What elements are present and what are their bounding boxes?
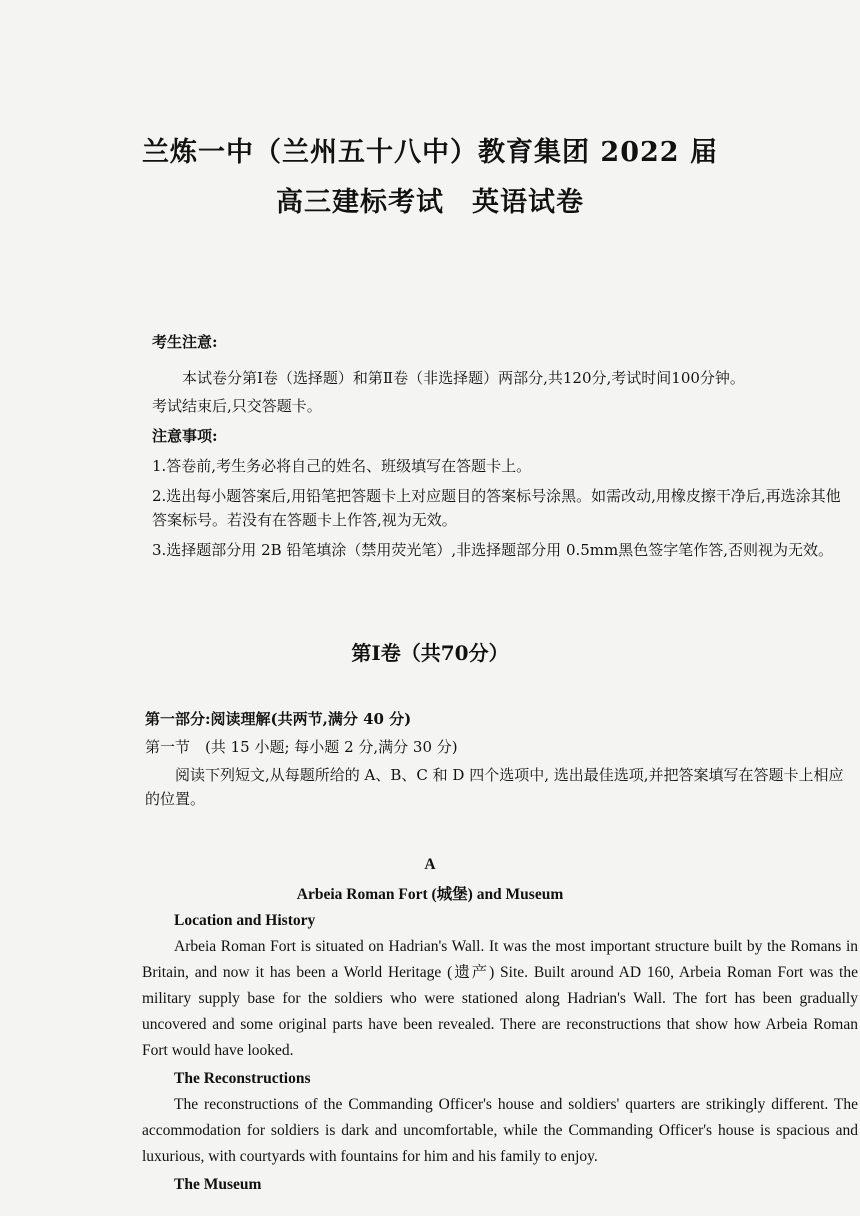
passage-title: Arbeia Roman Fort (城堡) and Museum bbox=[296, 886, 564, 903]
section-heading: 第一节 (共 15 小题; 每小题 2 分,满分 30 分) bbox=[145, 738, 458, 756]
volume-title: 第Ⅰ卷（共70分） bbox=[351, 641, 509, 665]
exam-subtitle: 高三建标考试 英语试卷 bbox=[276, 187, 584, 218]
reading-instruction: 阅读下列短文,从每题所给的 A、B、C 和 D 四个选项中, 选出最佳选项,并把答案填写在答题卡上相应的位置。 bbox=[145, 766, 844, 808]
notice-para-2: 考试结束后,只交答题卡。 bbox=[152, 397, 322, 415]
part-heading: 第一部分:阅读理解(共两节,满分 40 分) bbox=[145, 710, 412, 728]
passage-letter: A bbox=[424, 856, 436, 873]
section-paragraph: The reconstructions of the Commanding Officer's house and soldiers' quarters are strikingly different. The accommodation for soldiers is dark and uncomfortable, while the Commanding Officer's house is spacious and luxurious, with courtyards with fountains for him and his family to enjoy. bbox=[142, 1096, 858, 1165]
reading-instructions bbox=[145, 707, 857, 811]
section-paragraph: Arbeia Roman Fort is situated on Hadrian's Wall. It was the most important structure built by the Romans in Britain, and now it has been a World Heritage (遗产) Site. Built around AD 160, Arbeia Roman Fort was the military supply base for the soldiers who were stationed along Hadrian's Wall. The fort has been gradually uncovered and some original parts have been revealed. There are reconstructions that show how Arbeia Roman Fort would have looked. bbox=[142, 938, 858, 1059]
matters-item: 2.选出每小题答案后,用铅笔把答题卡上对应题目的答案标号涂黑。如需改动,用橡皮擦干净后,再选涂其他答案标号。若没有在答题卡上作答,视为无效。 bbox=[152, 487, 841, 529]
matters-heading: 注意事项: bbox=[152, 427, 218, 445]
notice-block bbox=[152, 330, 852, 562]
bleed-through-text bbox=[140, 258, 840, 274]
exam-title: 兰炼一中（兰州五十八中）教育集团 2022 届 bbox=[142, 137, 718, 168]
matters-item: 3.选择题部分用 2B 铅笔填涂（禁用荧光笔）,非选择题部分用 0.5mm黑色签字笔作答,否则视为无效。 bbox=[152, 541, 834, 559]
section-heading: Location and History bbox=[174, 912, 316, 929]
section-heading: The Reconstructions bbox=[174, 1070, 311, 1087]
notice-heading: 考生注意: bbox=[152, 333, 218, 351]
section-heading: The Museum bbox=[174, 1176, 262, 1193]
passage-body bbox=[142, 908, 858, 1198]
matters-item: 1.答卷前,考生务必将自己的姓名、班级填写在答题卡上。 bbox=[152, 457, 532, 475]
notice-para-1: 本试卷分第Ⅰ卷（选择题）和第Ⅱ卷（非选择题）两部分,共120分,考试时间100分钟。 bbox=[182, 369, 745, 387]
